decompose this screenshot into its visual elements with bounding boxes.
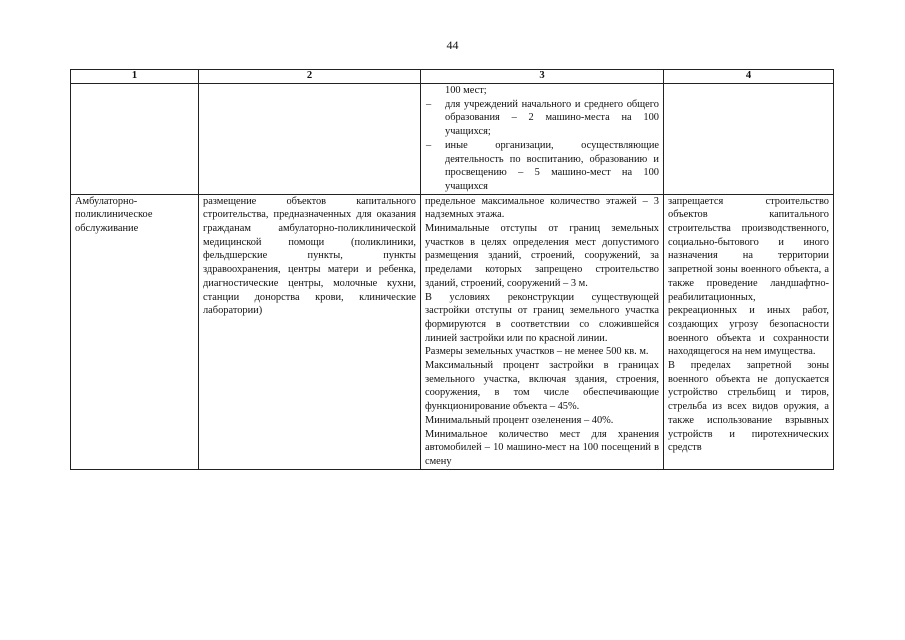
parameter-paragraph: Размеры земельных участков – не менее 500 кв. м. bbox=[425, 346, 649, 358]
restriction-paragraph: В пределах запретной зоны военного объекта не допускается устройство стрельбищ и тиров, стрельба из всех видов оружия, а также использование взрывных устройств и пиротехнических средств bbox=[668, 360, 829, 454]
header-cell-2: 2 bbox=[199, 70, 421, 84]
header-row bbox=[71, 70, 834, 84]
parameter-paragraph: Максимальный процент застройки в границах земельного участка, включая здания, строения, сооружения, в том числе обеспечивающие функционирование объекта – 45%. bbox=[425, 360, 659, 413]
row1-col4-cell bbox=[664, 84, 834, 195]
parameter-paragraph: Минимальный процент озеленения – 40%. bbox=[425, 414, 614, 426]
regulations-table bbox=[70, 69, 834, 470]
restriction-paragraph: запрещается строительство объектов капитального строительства производственного, социально-бытового и иного назначения на территории запретной зоны военного объекта, а также проведение ландшафтно-реабилитационных, bbox=[668, 195, 829, 303]
building-parameters-cell bbox=[421, 194, 664, 469]
list-item: – для учреждений начального и среднего общего образования – 2 машино-места на 100 учащихся; bbox=[425, 98, 659, 139]
header-cell-3: 3 bbox=[421, 70, 664, 84]
row1-col3-cell bbox=[421, 84, 664, 195]
use-type-description: размещение объектов капитального строительства, предназначенных для оказания гражданам амбулаторно-поликлинической медицинской помощи (поликлиники, фельдшерские пункты, пункты здравоохранения, центры матери и ребенка, диагностические центры, молочные кухни, станции донорства крови, клинические лаборатории) bbox=[199, 194, 421, 469]
parking-norms-list bbox=[425, 98, 659, 194]
row1-col2-cell bbox=[199, 84, 421, 195]
table-row bbox=[71, 84, 834, 195]
parameter-paragraph: Минимальное количество мест для хранения автомобилей – 10 машино-мест на 100 посещений в смену bbox=[425, 428, 659, 467]
restrictions-cell bbox=[664, 194, 834, 469]
header-cell-4: 4 bbox=[664, 70, 834, 84]
row1-col1-cell bbox=[71, 84, 199, 195]
use-type-name: Амбулаторно- поликлиническое обслуживание bbox=[71, 194, 199, 469]
header-cell-1: 1 bbox=[71, 70, 199, 84]
page-number: 44 bbox=[446, 38, 459, 52]
row1-col3-first-line: 100 мест; bbox=[445, 85, 487, 96]
list-item: – иные организации, осуществляющие деятельность по воспитанию, образованию и просвещению – 5 машино-мест на 100 учащихся bbox=[425, 139, 659, 194]
parameter-paragraph: предельное максимальное количество этажей – 3 надземных этажа. bbox=[425, 195, 659, 221]
restriction-paragraph: рекреационных и иных работ, создающих угрозу безопасности военного объекта и сохранности находящегося на нем имущества. bbox=[668, 305, 829, 358]
parameter-paragraph: Минимальные отступы от границ земельных участков в целях определения мест допустимого размещения зданий, строений, сооружений, за пределами которых запрещено строительство зданий, строений, сооружений – 3 м. bbox=[425, 223, 659, 289]
table-row bbox=[71, 194, 834, 469]
parameter-paragraph: В условиях реконструкции существующей застройки отступы от границ земельного участка формируются в соответствии со сложившейся линией застройки или по красной линии. bbox=[425, 291, 659, 344]
